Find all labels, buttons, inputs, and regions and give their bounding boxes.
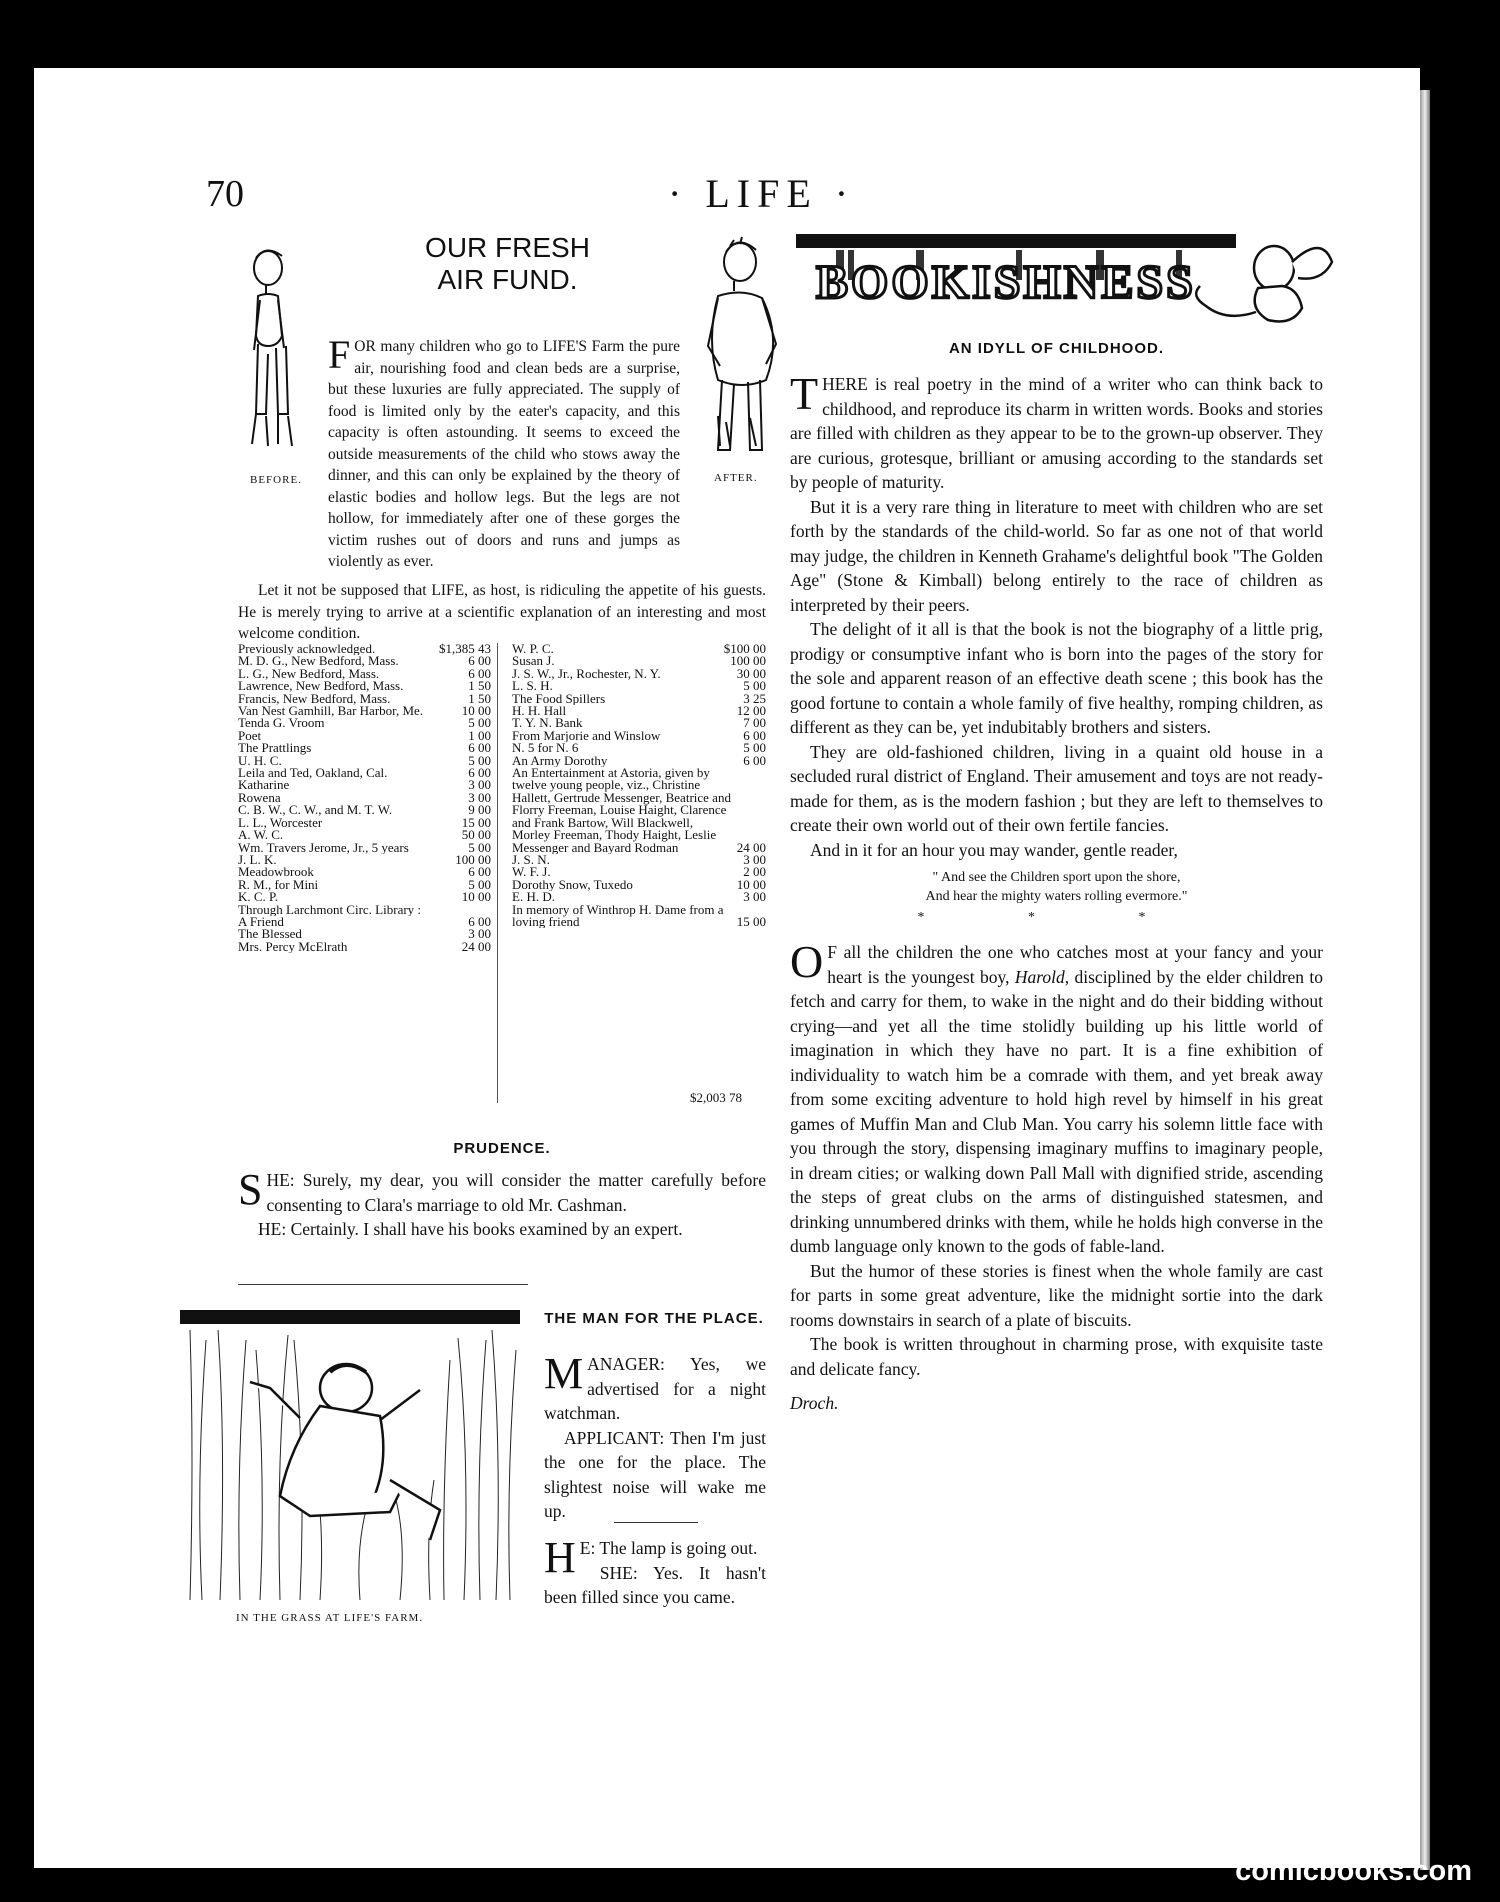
ledger-row — [238, 643, 491, 655]
ledger-row — [238, 742, 491, 754]
ledger-row — [238, 804, 491, 816]
ledger-row — [512, 668, 766, 680]
ledger-amount: 3 00 — [468, 791, 491, 805]
ledger-amount: 6 00 — [468, 866, 491, 879]
ledger-row — [512, 891, 766, 903]
ledger-amount: 100 00 — [730, 655, 766, 668]
ledger-amount: 6 00 — [743, 729, 766, 743]
ledger-name: Poet — [238, 729, 262, 743]
ledger-name: L. S. H. — [512, 680, 553, 693]
lamp-text — [544, 1533, 766, 1610]
ledger-name: U. H. C. — [238, 754, 282, 768]
bookishness-essay — [790, 368, 1323, 1416]
ledger-amount: 6 00 — [468, 655, 491, 668]
ledger-name: Susan J. — [512, 655, 555, 668]
ledger-row — [238, 755, 491, 767]
ledger-name: The Blessed — [238, 928, 302, 941]
man-for-place-text — [544, 1349, 766, 1524]
ledger-name: A Friend — [238, 915, 284, 929]
ledger-amount: 10 00 — [461, 891, 491, 904]
ledger-row — [238, 680, 491, 692]
divider-rule — [238, 1284, 528, 1285]
ledger-amount: 100 00 — [455, 853, 491, 867]
ledger-amount: 24 00 — [461, 940, 491, 954]
ledger-row — [238, 817, 491, 829]
ledger-divider — [497, 643, 498, 1103]
manager-line: ANAGER: Yes, we advertised for a night watchman. — [544, 1354, 766, 1423]
boy-before-illustration — [236, 244, 306, 474]
applicant-line: APPLICANT: Then I'm just the one for the place. The slightest noise will wake me up. — [544, 1427, 766, 1521]
ledger-row — [512, 730, 766, 742]
ledger-row — [238, 792, 491, 804]
ledger-name: W. F. J. — [512, 866, 551, 879]
essay-p4: They are old-fashioned children, living in a quaint old house in a secluded rural district of England. Their amusement and toys are not ready-made for them, as is the modern fashion ; but they are left to themselves to create their own world out of their own fertile fancies. — [790, 741, 1323, 835]
ledger-amount: 30 00 — [736, 667, 766, 681]
bookishness-banner — [796, 232, 1336, 327]
poem-line-1: " And see the Children sport upon the shore, — [932, 870, 1181, 885]
essay-harold: Harold — [1014, 966, 1065, 987]
section-stars: * * * — [917, 910, 1196, 925]
ledger-name: H. H. Hall — [512, 705, 567, 718]
signature: Droch. — [790, 1393, 839, 1413]
ledger-row — [238, 767, 491, 779]
ledger-name: T. Y. N. Bank — [512, 717, 583, 730]
idyll-title: AN IDYLL OF CHILDHOOD. — [948, 340, 1165, 357]
banner-text: BOOKISHNESS — [816, 256, 1196, 309]
ledger-row — [512, 717, 766, 729]
illustration-caption: IN THE GRASS AT LIFE'S FARM. — [236, 1612, 424, 1624]
ledger-name: L. L., Worcester — [238, 816, 323, 830]
ledger-amount: 5 00 — [468, 841, 491, 854]
ledger-amount: 1 50 — [468, 692, 491, 706]
ledger-row — [512, 854, 766, 866]
ledger-amount: 3 00 — [743, 891, 766, 904]
ledger-amount: 15 00 — [736, 913, 766, 929]
ledger-row — [238, 717, 491, 729]
ledger-name: An Entertainment at Astoria, given by twelve young people, viz., Christine Hallett, Gertrude Messenger, Beatrice and Florry Freeman, Louise Haight, Clarence and Frank Bartow, Will Blackwell, Morley Freeman, Thody Haight, Leslie Messenger and Bayard Rodman — [512, 767, 731, 854]
ledger-amount: 24 00 — [736, 839, 766, 854]
page-number: 70 — [206, 173, 244, 215]
ledger-name: From Marjorie and Winslow — [512, 729, 661, 743]
ledger-amount: 10 00 — [736, 878, 766, 892]
ledger-row — [238, 916, 491, 928]
caption-before: BEFORE. — [250, 474, 302, 486]
ledger-name: Meadowbrook — [238, 866, 314, 879]
ledger-amount: 50 00 — [461, 829, 491, 842]
man-for-place-title: THE MAN FOR THE PLACE. — [544, 1310, 764, 1327]
essay-p1: HERE is real poetry in the mind of a writer who can think back to childhood, and reproduce its charm in written words. Books and stories are filled with children as they appear to be to the grown-up observer. They are curious, grotesque, brilliant or amusing according to the standards set by people of maturity. — [790, 374, 1323, 492]
ledger-row — [238, 879, 491, 891]
dropcap-s: S — [238, 1165, 263, 1214]
ledger-amount: 1 50 — [468, 680, 491, 693]
ledger-amount: 5 00 — [468, 717, 491, 730]
ledger-name: An Army Dorothy — [512, 754, 608, 768]
ledger-row — [238, 854, 491, 866]
prudence-title: PRUDENCE. — [453, 1140, 551, 1157]
ledger-amount: 6 00 — [743, 754, 766, 768]
ledger-amount: 15 00 — [461, 816, 491, 830]
ledger-row — [238, 705, 491, 717]
ledger-name: L. G., New Bedford, Mass. — [238, 667, 380, 681]
ledger-name: Rowena — [238, 791, 281, 805]
essay-p7: But the humor of these stories is finest when the whole family are cast for parts in some great adventure, like the midnight sortie into the dark rooms downstairs in search of a plate of biscuits. — [790, 1260, 1323, 1330]
ledger-name: J. L. K. — [238, 853, 277, 867]
page-edge — [1420, 90, 1430, 1870]
ledger-amount: $100 00 — [723, 643, 766, 656]
ledger-name: K. C. P. — [238, 891, 279, 904]
ledger-name: Katharine — [238, 779, 290, 792]
ledger-amount: 5 00 — [743, 742, 766, 755]
ledger-amount: 7 00 — [743, 717, 766, 730]
ledger-amount: 12 00 — [736, 705, 766, 718]
ledger-row — [512, 879, 766, 891]
prudence-she: HE: Surely, my dear, you will consider the matter carefully before consenting to Clara's marriage to old Mr. Cashman. — [266, 1170, 766, 1215]
ledger-name: M. D. G., New Bedford, Mass. — [238, 655, 399, 668]
essay-p5: And in it for an hour you may wander, gentle reader, — [810, 839, 1178, 860]
fund-paragraph-1: OR many children who go to LIFE'S Farm the pure air, nourishing food and clean beds are a surprise, but these luxuries are fully appreciated. The supply of food is limited only by the eater's capacity, and this capacity is often astounding. It seems to exceed the outside measurements of the child who stows away the dinner, and this can only be explained by the theory of elastic bodies and hollow legs. But the legs are not hollow, for immediately after one of these gorges the victim rushes out of doors and runs and jumps as violently as ever. — [328, 338, 680, 570]
boy-after-illustration — [704, 236, 784, 468]
ledger-amount: 6 00 — [468, 742, 491, 755]
ledger-amount: 6 00 — [468, 667, 491, 681]
fund-title: OUR FRESH AIR FUND. — [425, 232, 590, 295]
ledger-amount: 3 00 — [743, 853, 766, 867]
ledger-name: The Prattlings — [238, 742, 312, 755]
short-rule — [614, 1522, 698, 1523]
ledger-name: J. S. W., Jr., Rochester, N. Y. — [512, 667, 661, 681]
ledger-amount: 5 00 — [468, 878, 491, 892]
ledger-amount: 1 00 — [468, 729, 491, 743]
ledger-row — [512, 655, 766, 667]
dropcap-t: T — [790, 368, 819, 419]
ledger-name: Francis, New Bedford, Mass. — [238, 692, 391, 706]
caption-after: AFTER. — [714, 472, 758, 484]
ledger-name: Wm. Travers Jerome, Jr., 5 years — [238, 841, 409, 854]
ledger-amount: 3 25 — [743, 692, 766, 706]
essay-p2: But it is a very rare thing in literature to meet with children who are set forth by the standards of the child-world. So far as one not of that world may judge, the children in Kenneth Grahame's delightful book "The Golden Age" (Stone & Kimball) belong entirely to the race of children as interpreted by their peers. — [790, 496, 1323, 615]
ledger-name: Leila and Ted, Oakland, Cal. — [238, 767, 388, 780]
dropcap-f: F — [328, 332, 351, 377]
ledger-row — [512, 705, 766, 717]
poem-line-2: And hear the mighty waters rolling evermore." — [925, 889, 1188, 904]
ledger-name: In memory of Winthrop H. Dame from a loving friend — [512, 903, 724, 929]
watermark: comicbooks.com — [1235, 1855, 1472, 1887]
ledger-name: Dorothy Snow, Tuxedo — [512, 878, 633, 892]
ledger-right — [512, 643, 766, 928]
ledger-row — [238, 829, 491, 841]
ledger-name: Mrs. Percy McElrath — [238, 940, 348, 954]
ledger-row — [512, 742, 766, 754]
ledger-left — [238, 643, 491, 953]
ledger-row — [238, 941, 491, 953]
ledger-row — [512, 767, 766, 854]
dropcap-m: M — [544, 1349, 584, 1398]
fund-paragraph-2: Let it not be supposed that LIFE, as host, is ridiculing the appetite of his guests. He is merely trying to arrive at a scientific explanation of an interesting and most welcome condition. — [238, 582, 766, 642]
prudence-text — [238, 1165, 766, 1242]
prudence-he: HE: Certainly. I shall have his books examined by an expert. — [258, 1219, 683, 1239]
ledger-name: N. 5 for N. 6 — [512, 742, 579, 755]
ledger-amount: $1,385 43 — [439, 643, 491, 656]
ledger-name: The Food Spillers — [512, 692, 606, 706]
ledger-amount: 6 00 — [468, 915, 491, 929]
ledger-row — [512, 866, 766, 878]
ledger-name: Previously acknowledged. — [238, 643, 376, 656]
ledger-name: Through Larchmont Circ. Library : — [238, 903, 422, 916]
ledger-row — [238, 928, 491, 940]
ledger-amount: 10 00 — [461, 705, 491, 718]
lamp-he: E: The lamp is going out. — [579, 1538, 758, 1558]
dropcap-o: O — [790, 936, 824, 987]
ledger-row — [512, 755, 766, 767]
dropcap-h: H — [544, 1533, 576, 1582]
ledger-name: Lawrence, New Bedford, Mass. — [238, 680, 404, 693]
ledger-amount: 5 00 — [468, 754, 491, 768]
ledger-row — [238, 655, 491, 667]
ledger-row — [238, 668, 491, 680]
essay-p3: The delight of it all is that the book is not the biography of a little prig, prodigy or consumptive infant who is born into the pages of the story for the sole and apparent reason of an effective death scene ; this book has the good fortune to contain a whole family of five healthy, romping children, as different as they can be, yet indubitably brothers and sisters. — [790, 619, 1323, 737]
essay-p6-end: , disciplined by the elder children to fetch and carry for them, to wake in the night and do their bidding without crying—and yet all the time stolidly building up his little world of imagination in which they have no part. It is a fine exhibition of individuality to watch him be a comrade with them, and yet break away from some exciting adventure to hold high revel by himself in his great games of Muffin Man and Club Man. You carry his solemn little face with you through the story, dispensing imaginary muffins to imaginary people, in dream cities; or walking down Pall Mall with dignified stride, ascending the steps of great clubs on the arms of distinguished statesmen, and drinking unnumbered drinks with them, while he holds high converse in the dumb language only known to the gods of fable-land. — [790, 966, 1323, 1256]
ledger-row — [512, 904, 766, 929]
masthead: · LIFE · — [668, 171, 856, 216]
fund-intro — [328, 332, 680, 573]
fund-paragraph-2-wrap — [238, 580, 766, 645]
ledger-row — [238, 730, 491, 742]
ledger-amount: 2 00 — [743, 866, 766, 879]
grass-illustration — [180, 1310, 520, 1602]
ledger-amount: 3 00 — [468, 928, 491, 941]
essay-p8: The book is written throughout in charming prose, with exquisite taste and delicate fancy. — [790, 1334, 1323, 1379]
ledger-name: W. P. C. — [512, 643, 554, 656]
ledger-row — [512, 680, 766, 692]
ledger-row — [512, 643, 766, 655]
ledger-name: E. H. D. — [512, 891, 555, 904]
ledger-name: Van Nest Gamhill, Bar Harbor, Me. — [238, 705, 424, 718]
ledger-row — [238, 693, 491, 705]
ledger-row — [238, 866, 491, 878]
ledger-amount: 5 00 — [743, 680, 766, 693]
ledger-amount: 3 00 — [468, 779, 491, 792]
ledger-row — [238, 891, 491, 903]
ledger-name: J. S. N. — [512, 853, 550, 867]
ledger-name: Tenda G. Vroom — [238, 717, 325, 730]
ledger-total: $2,003 78 — [690, 1090, 742, 1105]
essay-p6-start: F all the children the one who catches most at your fancy and your heart is the youngest boy, — [827, 942, 1323, 987]
ledger-name: C. B. W., C. W., and M. T. W. — [238, 804, 393, 817]
ledger-row — [238, 842, 491, 854]
ledger-row — [238, 779, 491, 791]
ledger-row — [512, 693, 766, 705]
poem — [790, 868, 1323, 906]
ledger-row — [238, 904, 491, 916]
ledger-name: R. M., for Mini — [238, 878, 319, 892]
ledger-amount: 9 00 — [468, 804, 491, 817]
lamp-she: SHE: Yes. It hasn't been filled since you came. — [544, 1562, 766, 1607]
ledger-amount: 6 00 — [468, 767, 491, 780]
ledger-name: A. W. C. — [238, 829, 284, 842]
